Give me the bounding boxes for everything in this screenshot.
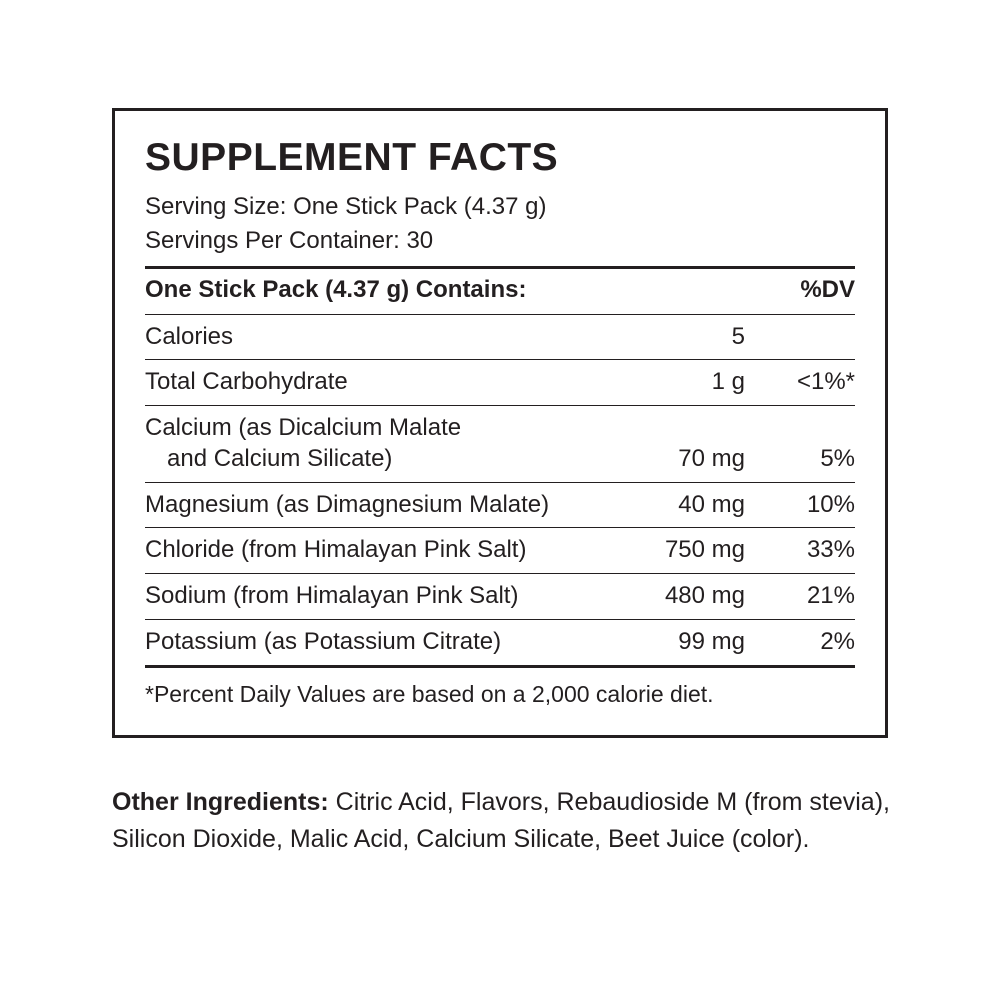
row-name: Sodium (from Himalayan Pink Salt) — [145, 574, 595, 620]
row-amount: 750 mg — [595, 528, 747, 574]
other-ingredients-label: Other Ingredients: — [112, 788, 329, 816]
table-row — [145, 314, 855, 360]
row-amount: 40 mg — [595, 482, 747, 528]
table-row — [145, 528, 855, 574]
row-name: Potassium (as Potassium Citrate) — [145, 619, 595, 666]
row-dv: 10% — [747, 482, 855, 528]
panel-title: SUPPLEMENT FACTS — [145, 136, 559, 179]
row-amount: 99 mg — [595, 619, 747, 666]
row-amount: 480 mg — [595, 574, 747, 620]
row-dv — [747, 314, 855, 360]
header-amount — [595, 269, 747, 314]
row-dv: <1%* — [747, 360, 855, 406]
row-dv: 5% — [747, 406, 855, 482]
table-row — [145, 360, 855, 406]
header-dv: %DV — [747, 269, 855, 314]
row-dv: 21% — [747, 574, 855, 620]
serving-size-line: Serving Size: One Stick Pack (4.37 g) — [145, 192, 547, 220]
row-name-line2: and Calcium Silicate) — [167, 444, 393, 472]
row-dv: 2% — [747, 619, 855, 666]
supplement-facts-panel — [112, 108, 888, 738]
servings-per-container-line: Servings Per Container: 30 — [145, 226, 434, 254]
table-header-row — [145, 269, 855, 314]
nutrition-table — [145, 269, 855, 667]
row-name: Total Carbohydrate — [145, 360, 595, 406]
header-name: One Stick Pack (4.37 g) Contains: — [145, 269, 595, 314]
table-row — [145, 619, 855, 666]
table-row — [145, 482, 855, 528]
row-dv: 33% — [747, 528, 855, 574]
row-amount: 1 g — [595, 360, 747, 406]
table-row — [145, 574, 855, 620]
other-ingredients — [112, 784, 902, 858]
row-name-line1: Calcium (as Dicalcium Malate — [145, 414, 462, 442]
row-amount: 5 — [595, 314, 747, 360]
row-name: Calories — [145, 314, 595, 360]
row-name — [145, 406, 595, 482]
table-row — [145, 406, 855, 482]
daily-value-footnote: *Percent Daily Values are based on a 2,000 calorie diet. — [145, 680, 714, 707]
row-amount: 70 mg — [595, 406, 747, 482]
other-ingredients-text: Citric Acid, Flavors, Rebaudioside M (from stevia), Silicon Dioxide, Malic Acid, Calcium Silicate, Beet Juice (color). — [112, 788, 890, 853]
row-name: Magnesium (as Dimagnesium Malate) — [145, 482, 595, 528]
row-name: Chloride (from Himalayan Pink Salt) — [145, 528, 595, 574]
